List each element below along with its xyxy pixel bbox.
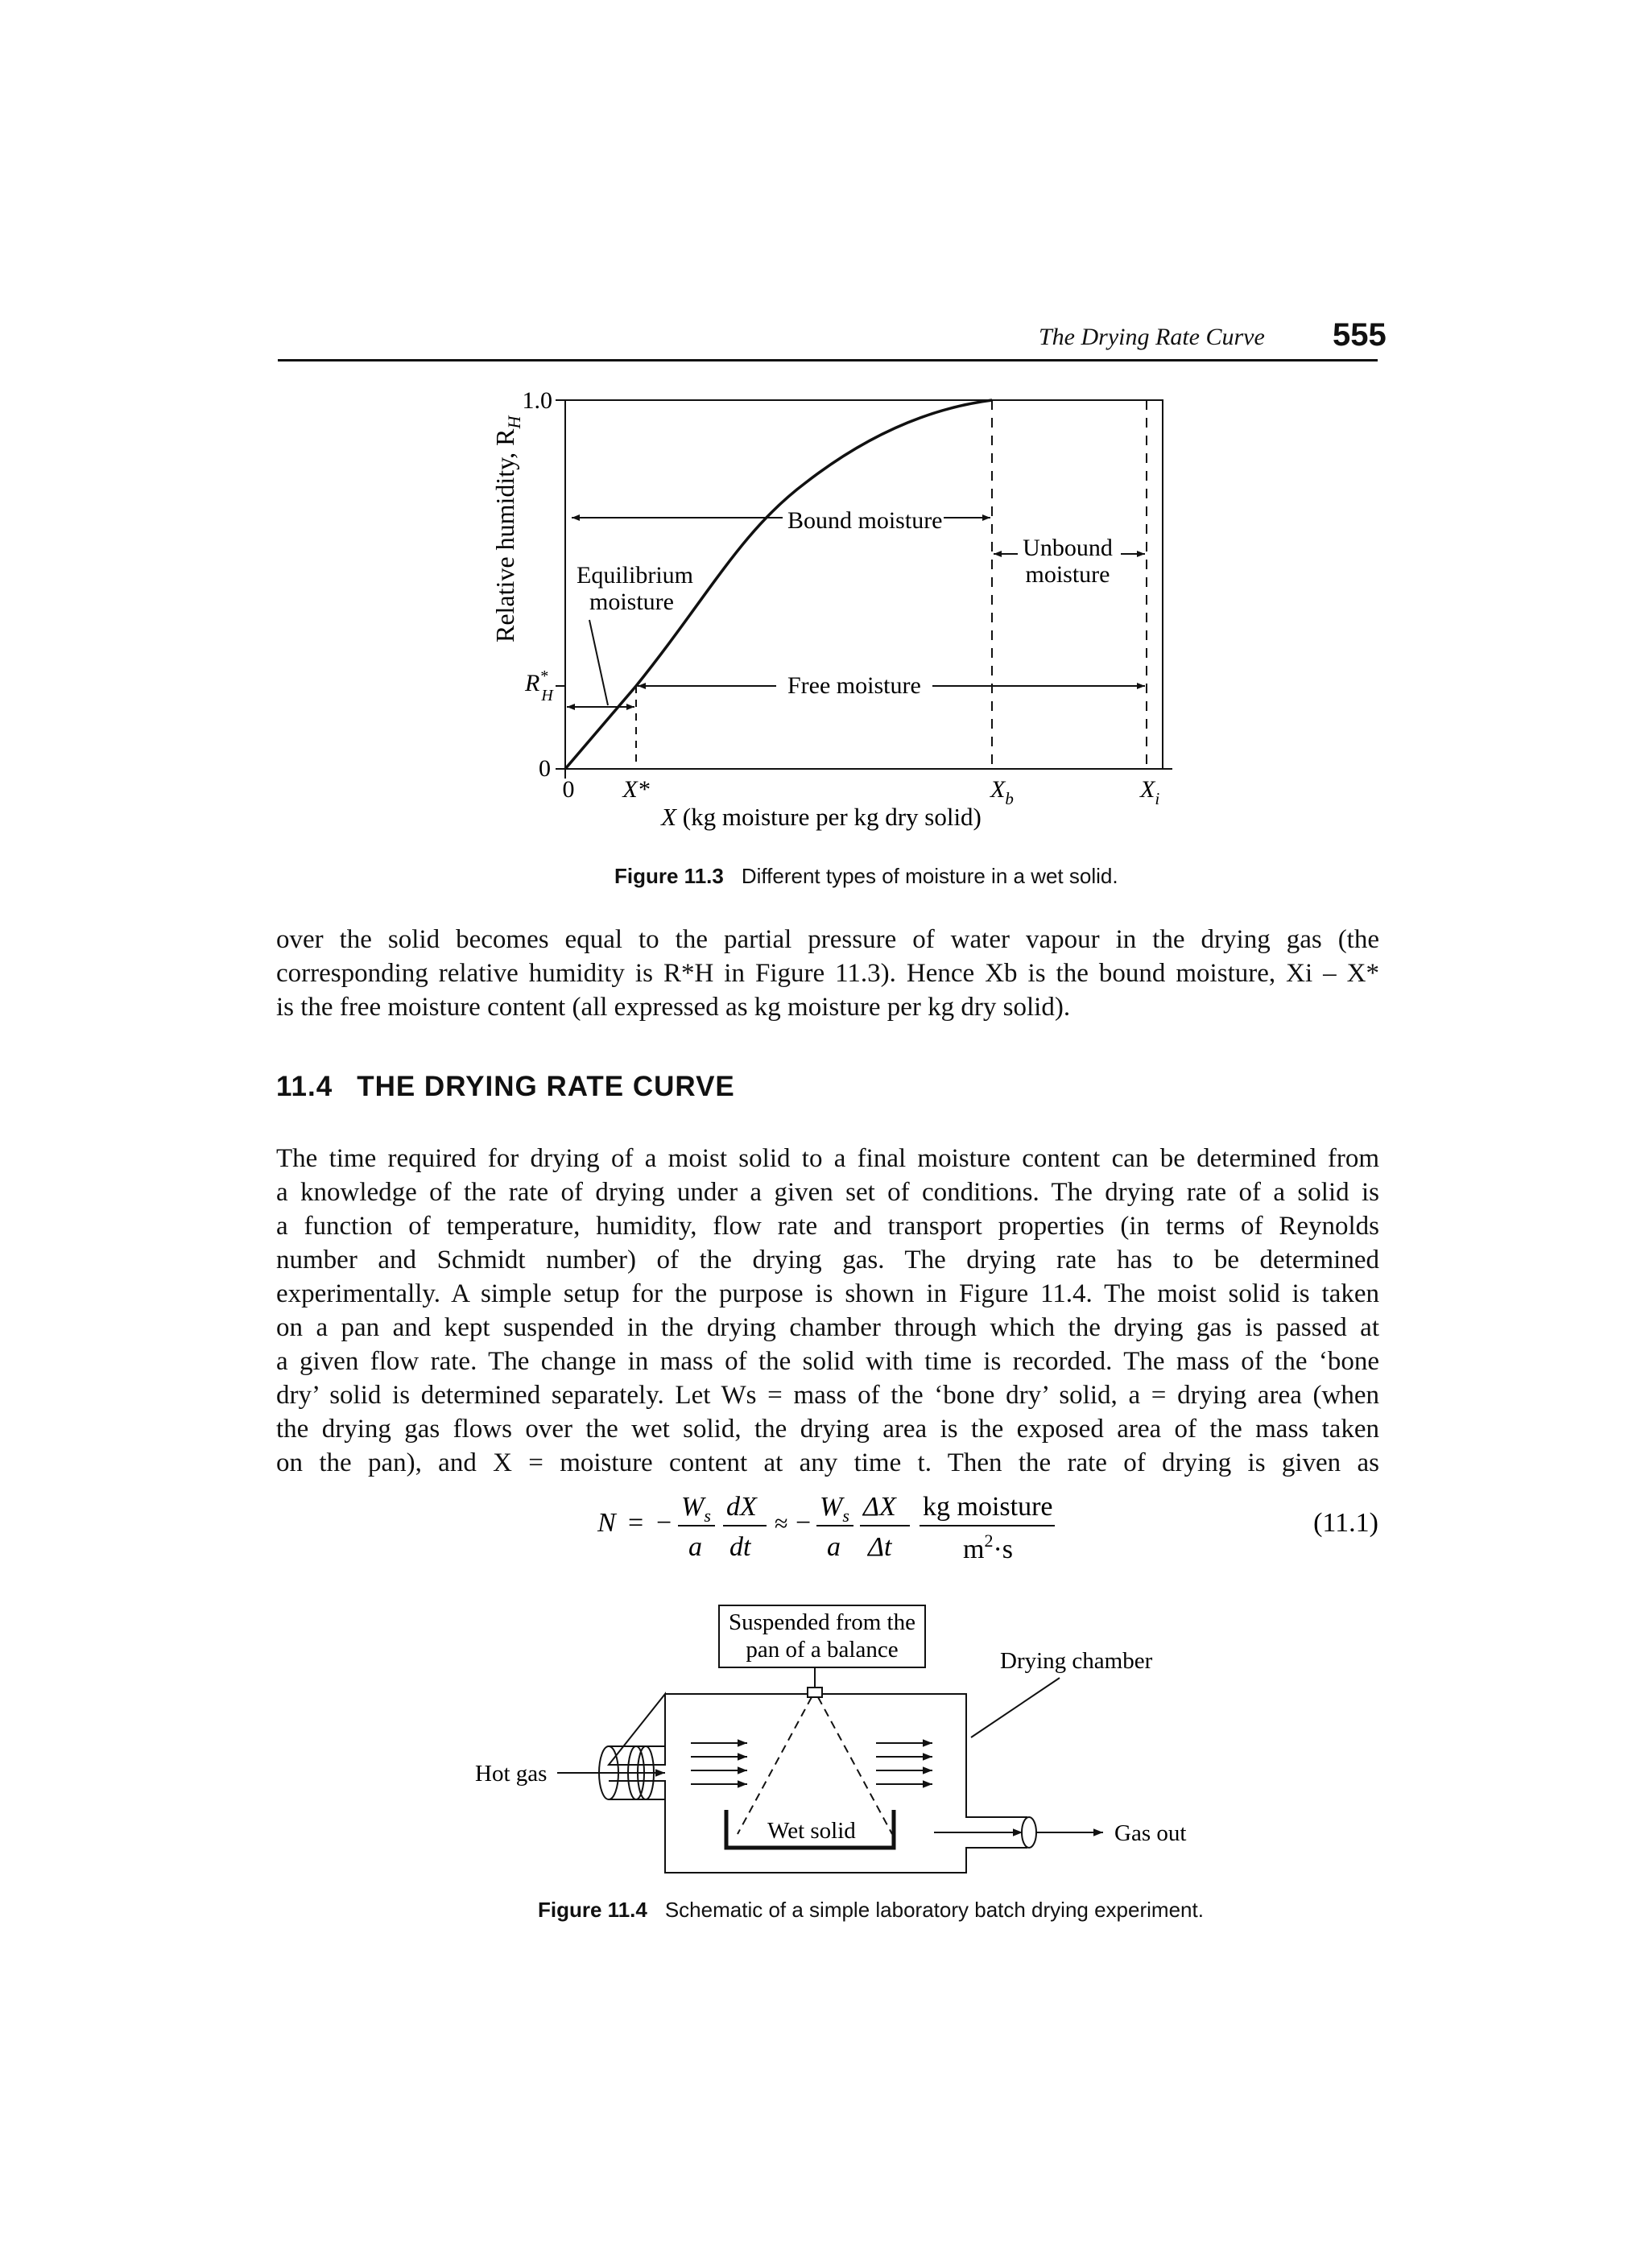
hook [808, 1688, 822, 1697]
x-axis-title: X (kg moisture per kg dry solid) [661, 803, 982, 831]
figure-11-3 [0, 0, 1649, 886]
eq-ws-2: $W_s$ [820, 1492, 849, 1526]
eq-approx: ≈ [775, 1510, 788, 1537]
paragraph-2-line-3: a function of temperature, humidity, flow rate and transport properties (in terms of Reynolds [276, 1212, 1379, 1241]
paragraph-2-line-1: The time required for drying of a moist solid to a final moisture content can be determined from [276, 1144, 1379, 1173]
chamber-leader-line [971, 1678, 1060, 1737]
y-tick-0: 0 [539, 755, 551, 782]
label-unbound-line1: Unbound [1023, 535, 1113, 561]
figure-11-4-caption-text: Schematic of a simple laboratory batch drying experiment. [664, 1898, 1204, 1922]
x-tick-xb: $X_b$ [990, 776, 1014, 808]
eq-dx: dX [726, 1492, 757, 1522]
suspension-line-right [818, 1697, 892, 1834]
y-tick-1: 1.0 [522, 387, 552, 414]
outlet-pipe-end [1022, 1817, 1036, 1848]
paragraph-2-line-8: dry’ solid is determined separately. Let Ws = mass of the ‘bone dry’ solid, a = drying area (when [276, 1381, 1379, 1410]
eq-dt: dt [729, 1532, 751, 1562]
suspension-line-left [738, 1697, 812, 1834]
x-tick-xstar: X* [622, 776, 650, 803]
paragraph-2-line-4: number and Schmidt number) of the drying gas. The drying rate has to be determined [276, 1246, 1379, 1274]
y-axis-title: Relative humidity, $R_H$ [490, 415, 524, 642]
figure-11-4-caption-number: Figure 11.4 [538, 1898, 647, 1922]
eq-a-2: a [827, 1532, 841, 1562]
paragraph-2-line-10: on the pan), and X = moisture content at any time t. Then the rate of drying is given as [276, 1448, 1379, 1477]
figure-11-3-caption-text: Different types of moisture in a wet solid. [741, 864, 1118, 888]
paragraph-1-line-2: corresponding relative humidity is R*H in Figure 11.3). Hence Xb is the bound moisture, Xi – X* [276, 959, 1379, 988]
label-gas-out: Gas out [1114, 1820, 1187, 1846]
paragraph-2-line-7: a given flow rate. The change in mass of the solid with time is recorded. The mass of the ‘bone [276, 1347, 1379, 1376]
x-tick-0: 0 [562, 776, 575, 803]
eq-lhs: N [597, 1508, 616, 1538]
label-suspended-line2: pan of a balance [746, 1637, 899, 1663]
label-unbound-line2: moisture [1025, 561, 1110, 588]
y-tick-rh-star: R* H [525, 667, 553, 704]
equation-11-1 [0, 1481, 1649, 1578]
running-head-title: The Drying Rate Curve [1039, 324, 1265, 350]
figure-11-4 [0, 1578, 1649, 1916]
section-number: 11.4 [276, 1071, 333, 1102]
eq-delta-x: ΔX [863, 1492, 896, 1522]
figure-11-3-caption-number: Figure 11.3 [614, 864, 724, 888]
paragraph-2-line-6: on a pan and kept suspended in the drying chamber through which the drying gas is passed at [276, 1313, 1379, 1342]
eq-unit-denominator: $m^2\cdot s$ [963, 1531, 1014, 1564]
label-bound-moisture: Bound moisture [787, 507, 943, 534]
equilibrium-pointer [589, 620, 608, 705]
section-heading [276, 1071, 735, 1103]
label-equilibrium-line2: moisture [589, 589, 674, 615]
eq-number: (11.1) [1313, 1508, 1378, 1538]
eq-delta-t: Δt [868, 1532, 892, 1562]
eq-equals: = [628, 1508, 644, 1538]
label-wet-solid: Wet solid [767, 1818, 856, 1844]
paragraph-2-line-2: a knowledge of the rate of drying under a given set of conditions. The drying rate of a solid is [276, 1178, 1379, 1207]
figure-11-4-caption [538, 1898, 1204, 1923]
section-title: THE DRYING RATE CURVE [357, 1071, 735, 1102]
paragraph-2 [276, 1142, 1379, 1480]
paragraph-1-line-1: over the solid becomes equal to the partial pressure of water vapour in the drying gas (the [276, 925, 1379, 954]
label-equilibrium-line1: Equilibrium [577, 562, 693, 589]
label-hot-gas: Hot gas [475, 1761, 548, 1787]
paragraph-1 [276, 923, 1379, 1024]
eq-minus-2: − [796, 1508, 812, 1538]
label-drying-chamber: Drying chamber [1000, 1648, 1153, 1674]
eq-ws-1: $W_s$ [681, 1492, 711, 1526]
x-tick-xi: $X_i$ [1140, 776, 1160, 808]
paragraph-1-line-3: is the free moisture content (all expressed as kg moisture per kg dry solid). [276, 993, 1071, 1022]
paragraph-2-line-5: experimentally. A simple setup for the purpose is shown in Figure 11.4. The moist solid is taken [276, 1279, 1379, 1308]
paragraph-2-line-9: the drying gas flows over the wet solid, the drying area is the exposed area of the mass taken [276, 1415, 1379, 1444]
eq-minus-1: − [656, 1508, 672, 1538]
page-number: 555 [1333, 317, 1387, 353]
eq-unit-numerator: kg moisture [923, 1492, 1053, 1522]
label-suspended-line1: Suspended from the [729, 1609, 915, 1635]
eq-a-1: a [688, 1532, 702, 1562]
figure-11-3-caption [614, 864, 1118, 889]
label-free-moisture: Free moisture [787, 672, 921, 699]
